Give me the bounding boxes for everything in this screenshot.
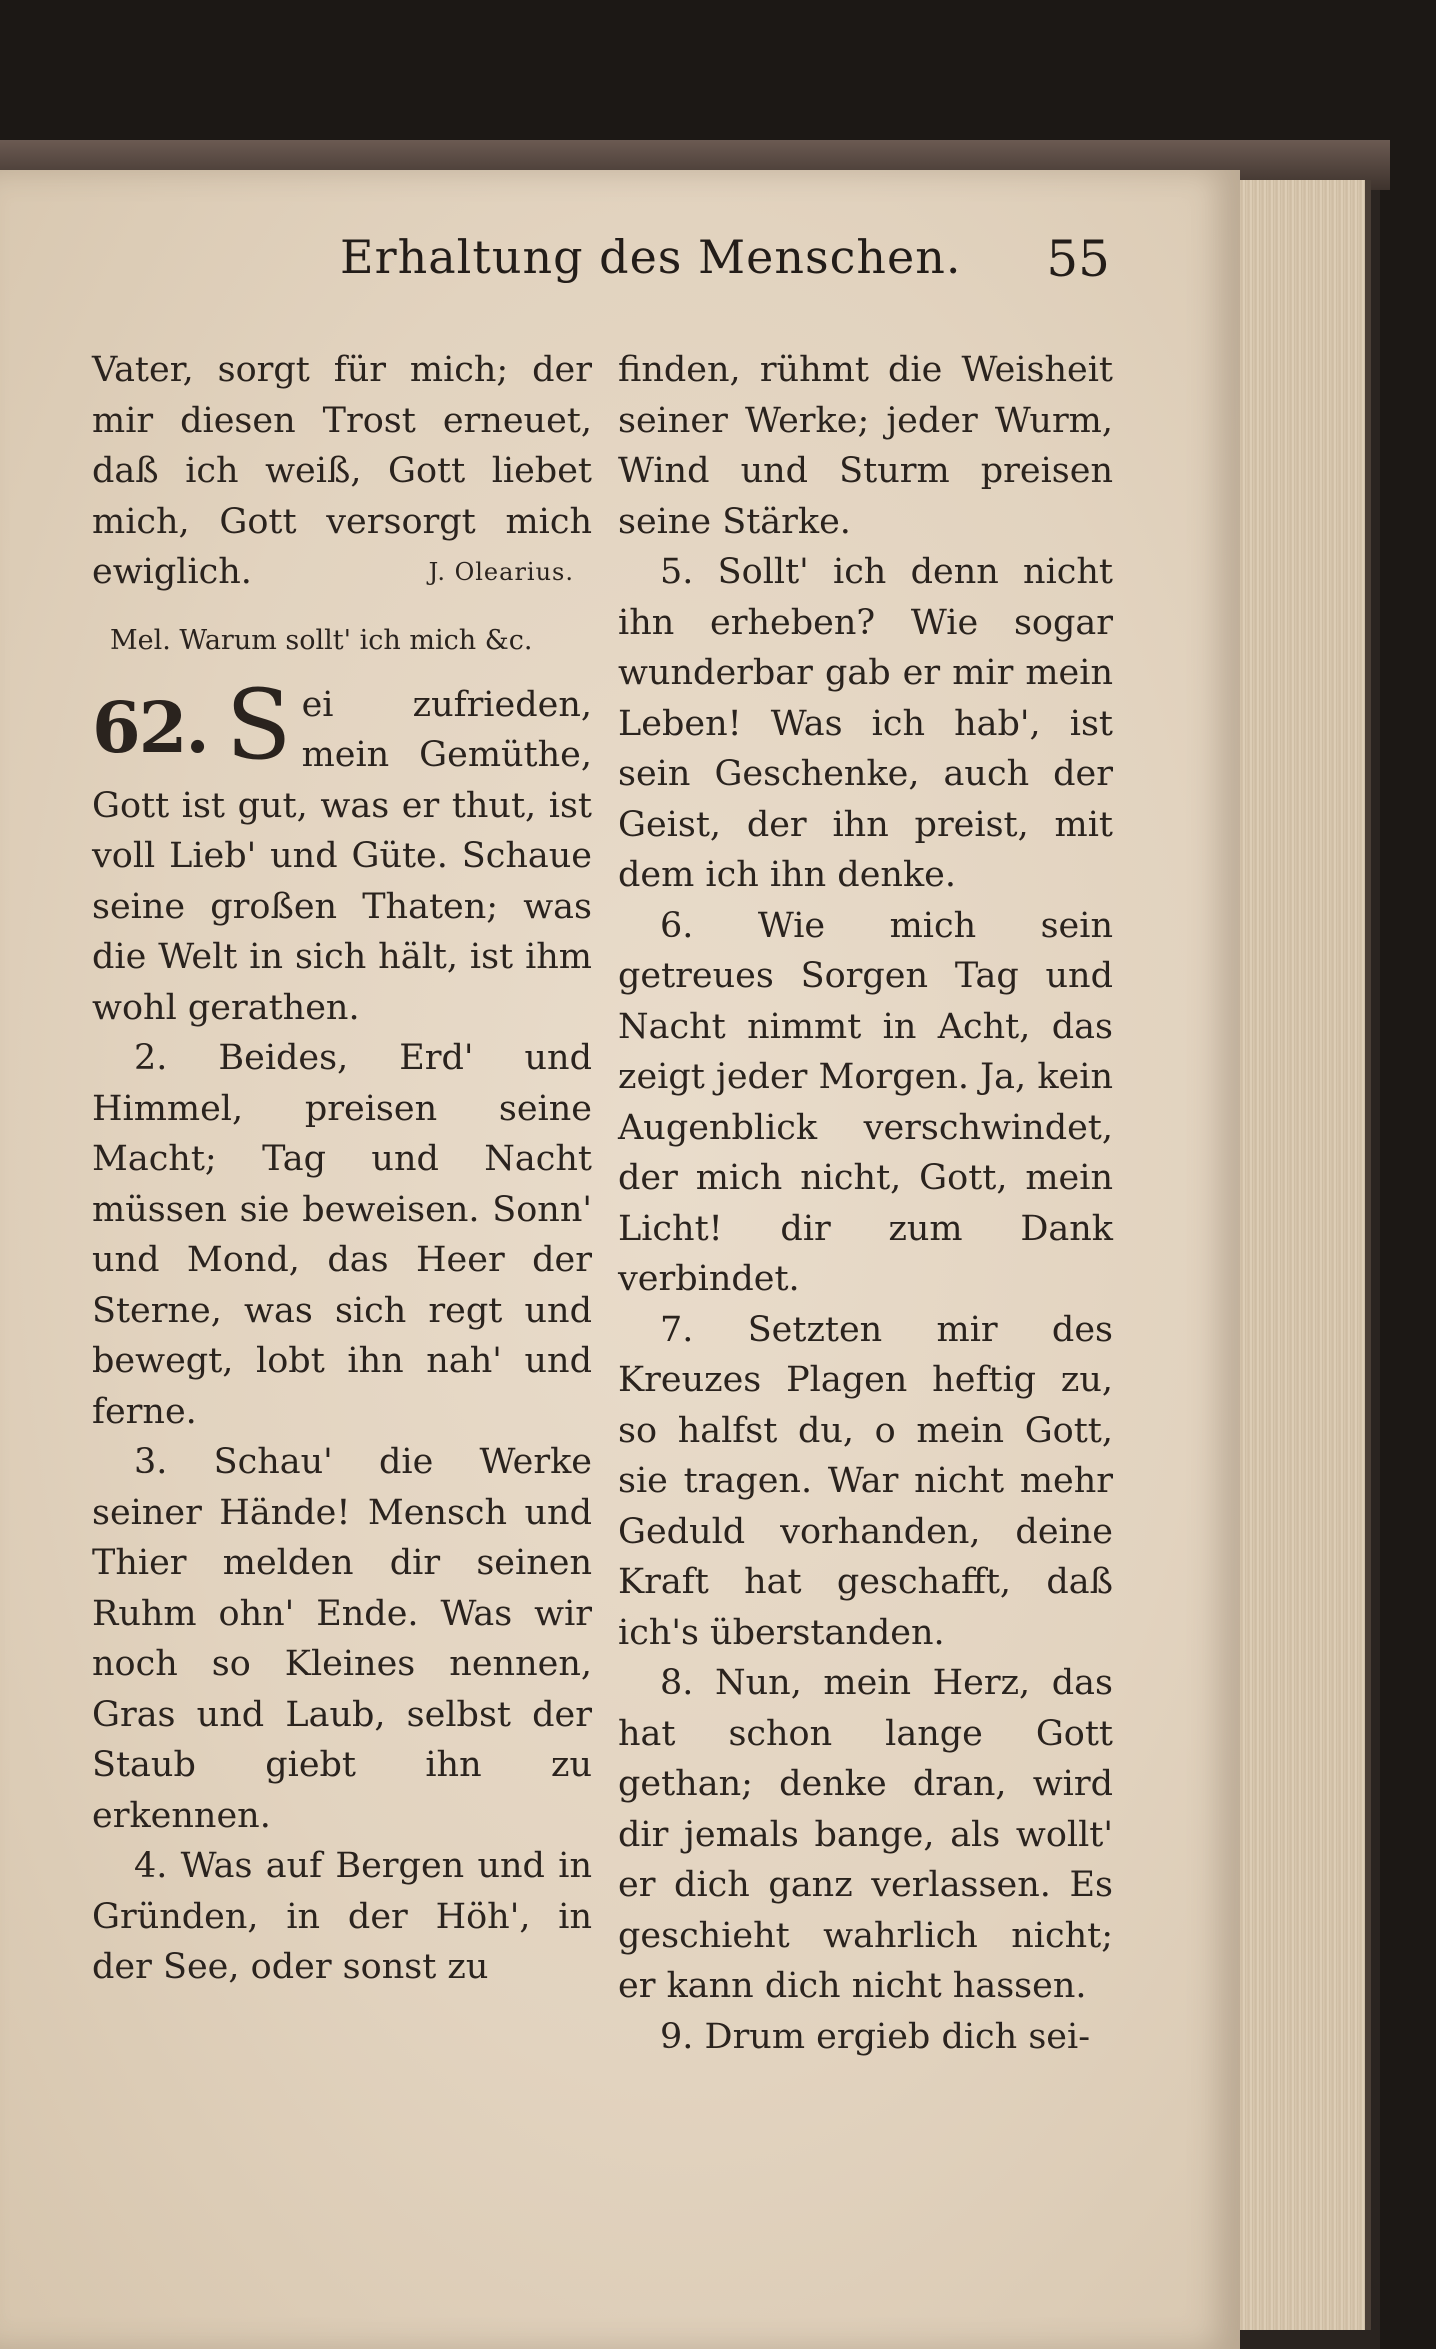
- hymn-author-attribution: J. Olearius.: [428, 558, 574, 586]
- continuation-text: Vater, sorgt für mich; der mir diesen Trost erneuet, daß ich weiß, Gott liebet mich, Gott versorgt mich ewiglich.: [92, 350, 592, 592]
- page-block-edge: [1225, 180, 1371, 2330]
- verse-5: 5. Sollt' ich denn nicht ihn erheben? Wie sogar wunderbar gab er mir mein Leben! Was ich hab', ist sein Geschenke, auch der Geist, der ihn preist, mit dem ich ihn denke.: [618, 552, 1113, 895]
- verse-4-start: 4. Was auf Bergen und in Gründen, in der Höh', in der See, oder sonst zu: [92, 1846, 592, 1987]
- drop-cap: S: [225, 668, 292, 781]
- verse-9-start: 9. Drum ergieb dich sei-: [660, 2016, 1091, 2057]
- left-column: [92, 345, 592, 1993]
- previous-hymn-ending: [92, 345, 592, 598]
- hymn-62-start: [92, 668, 592, 1034]
- verse-8: 8. Nun, mein Herz, das hat schon lange Gott gethan; denke dran, wird dir jemals bange, als wollt' er dich ganz verlassen. Es geschieht wahrlich nicht; er kann dich nicht hassen.: [618, 1663, 1113, 2006]
- melody-reference: Mel. Warum sollt' ich mich &c.: [110, 624, 533, 656]
- running-title: Erhaltung des Menschen.: [340, 230, 962, 284]
- verse-6: 6. Wie mich sein getreues Sorgen Tag und Nacht nimmt in Acht, das zeigt jeder Morgen. Ja, kein Augenblick verschwindet, der mich nicht, Gott, mein Licht! dir zum Dank verbindet.: [618, 905, 1113, 1299]
- page-header: [340, 230, 1110, 310]
- hymn-number: 62.: [92, 685, 208, 769]
- verse-1: ei zufrieden, mein Gemüthe, Gott ist gut, was er thut, ist voll Lieb' und Güte. Schaue seine großen Thaten; was die Welt in sich hält, ist ihm wohl gerathen.: [92, 684, 592, 1028]
- verse-3: 3. Schau' die Werke seiner Hände! Mensch und Thier melden dir seinen Ruhm ohn' Ende. Was wir noch so Kleines nennen, Gras und Laub, selbst der Staub giebt ihn zu erkennen.: [92, 1442, 592, 1836]
- verse-4-end: finden, rühmt die Weisheit seiner Werke; jeder Wurm, Wind und Sturm preisen seine Stärke.: [618, 350, 1113, 542]
- verse-2: 2. Beides, Erd' und Himmel, preisen seine Macht; Tag und Nacht müssen sie beweisen. Sonn' und Mond, das Heer der Sterne, was sich regt und bewegt, lobt ihn nah' und ferne.: [92, 1038, 592, 1432]
- page-number: 55: [1046, 230, 1110, 288]
- verse-7: 7. Setzten mir des Kreuzes Plagen heftig zu, so halfst du, o mein Gott, sie tragen. War nicht mehr Geduld vorhanden, deine Kraft hat geschafft, daß ich's überstanden.: [618, 1309, 1113, 1653]
- right-column: [618, 345, 1113, 2062]
